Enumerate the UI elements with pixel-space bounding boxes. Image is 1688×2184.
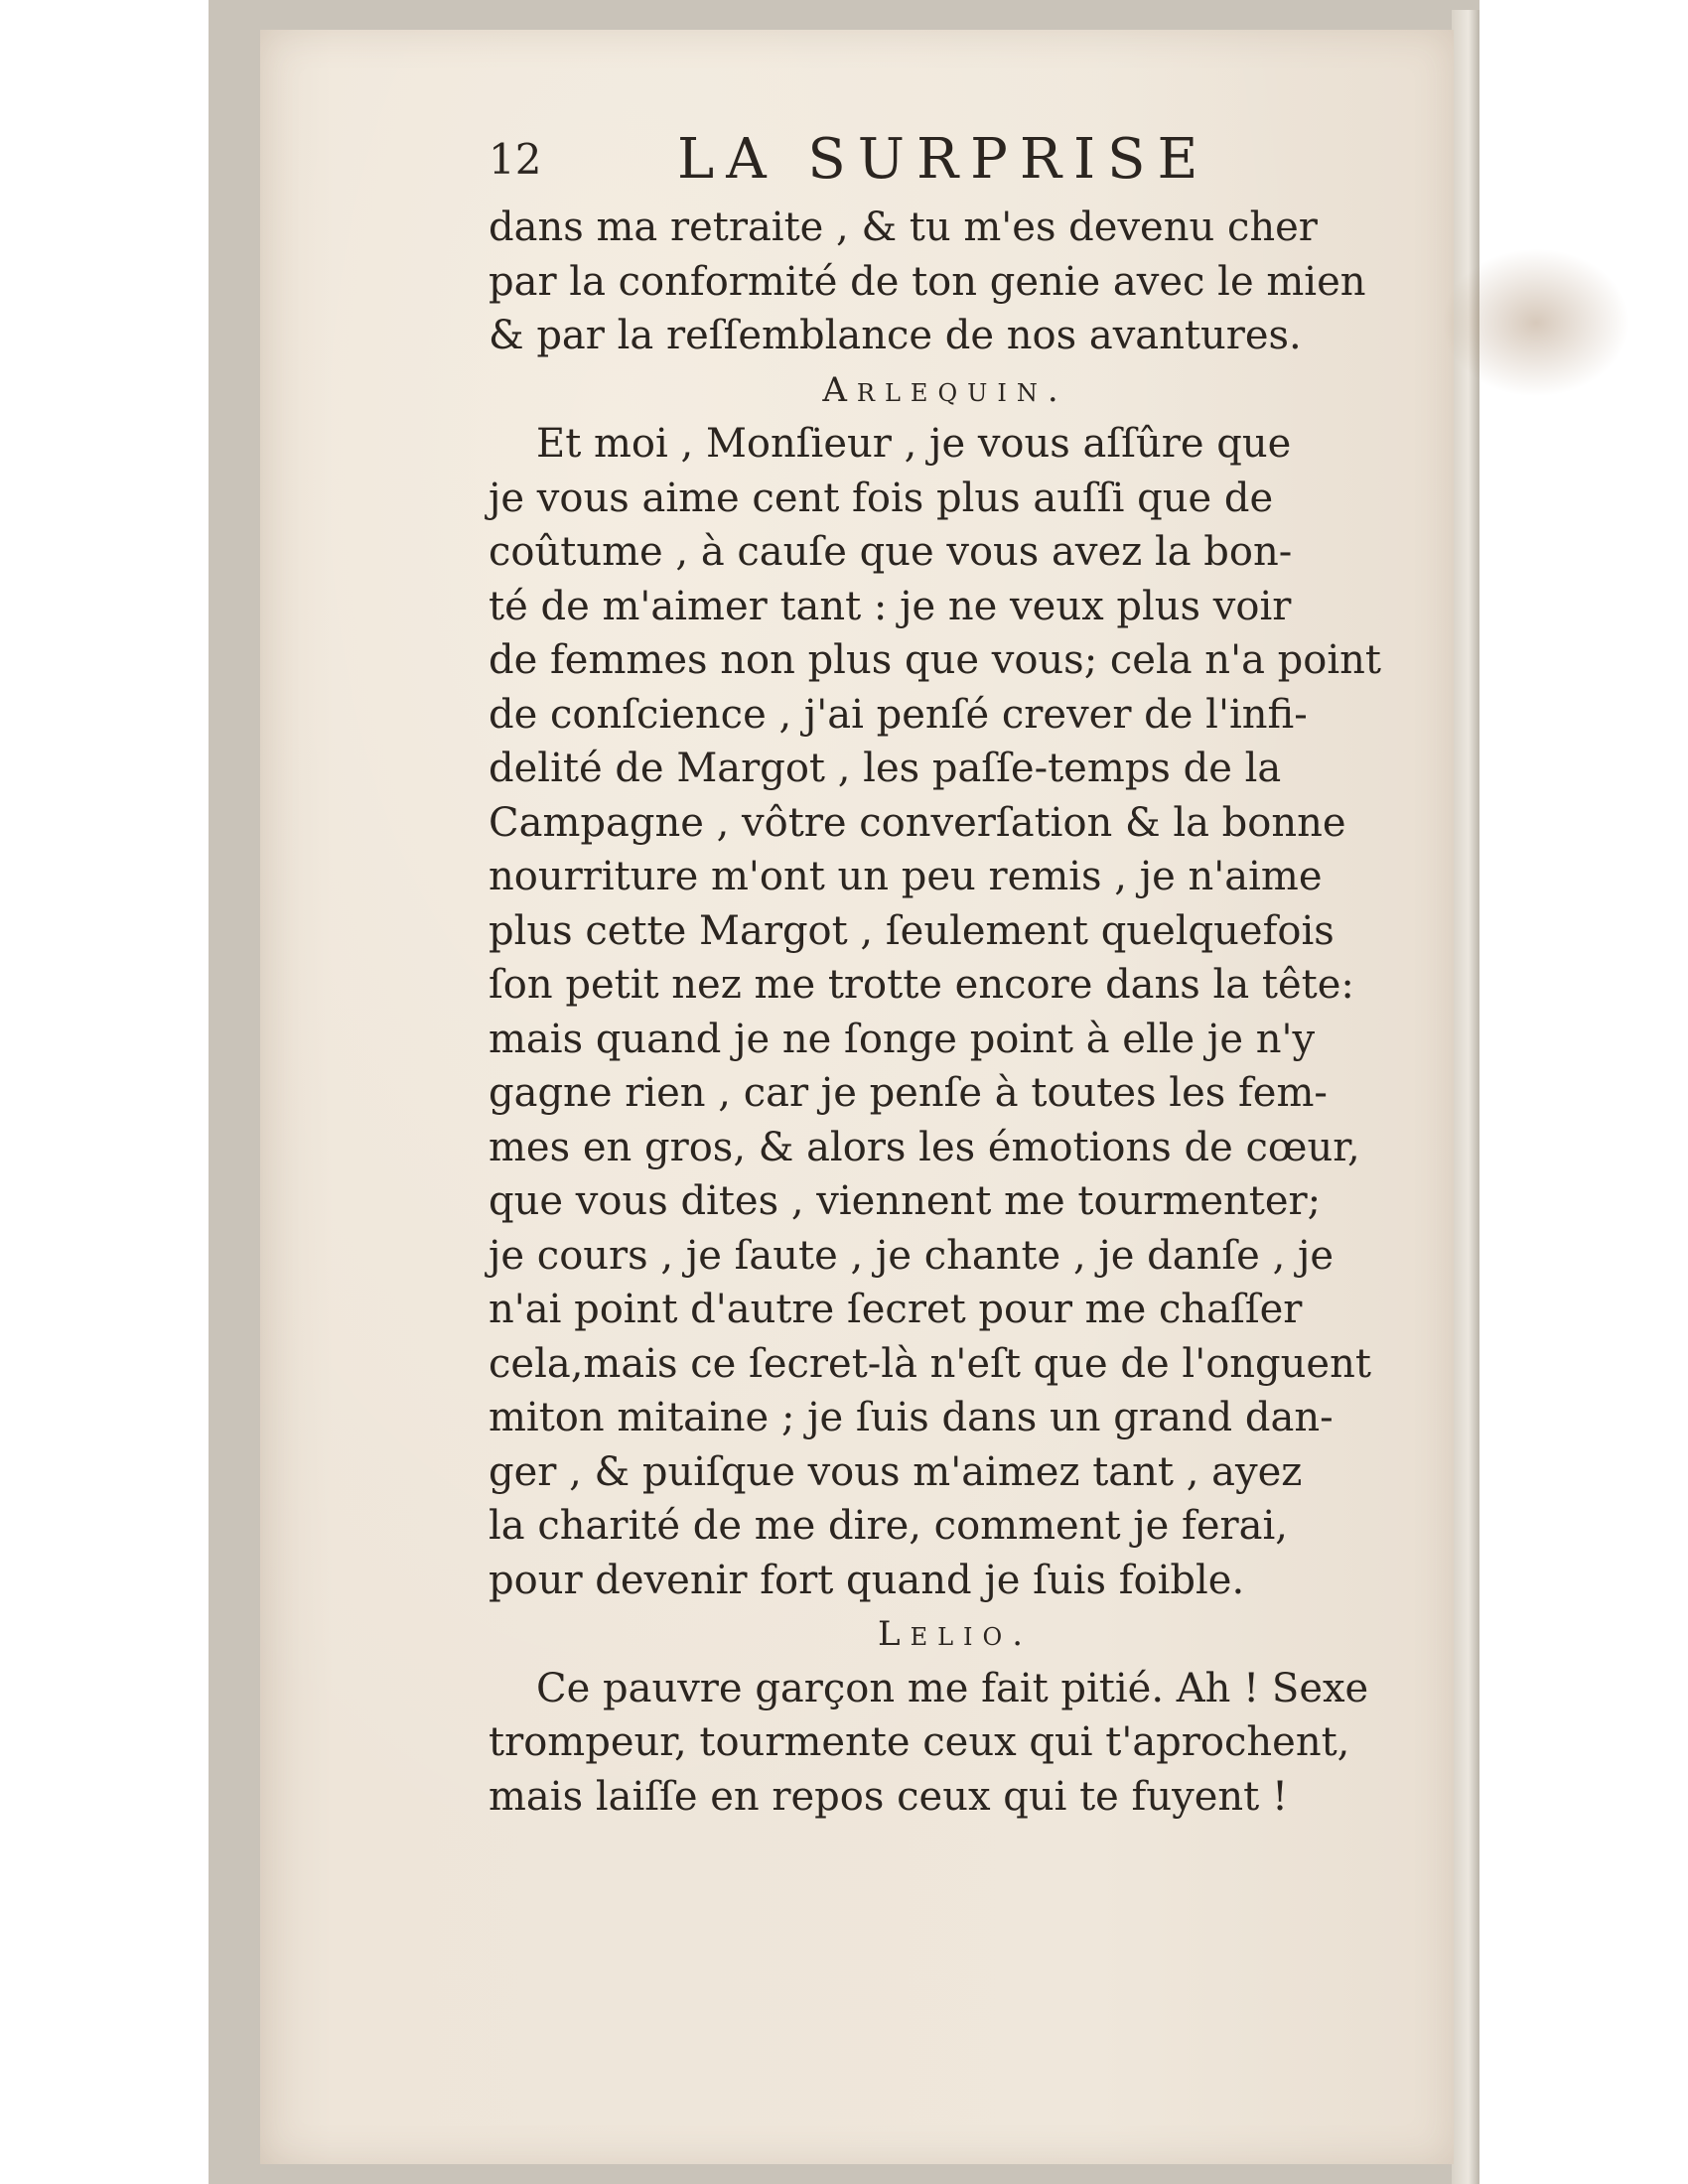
text-line: que vous dites , viennent me tourmenter;	[489, 1178, 1322, 1224]
text-line: de conſcience , j'ai penſé crever de l'infi-	[489, 691, 1308, 738]
text-line: n'ai point d'autre ſecret pour me chaſſer	[489, 1287, 1303, 1332]
text-line: dans ma retraite , & tu m'es devenu cher	[489, 205, 1318, 250]
text-line: ger , & puiſque vous m'aimez tant , ayez	[489, 1448, 1303, 1495]
text-line: miton mitaine ; je ſuis dans un grand dan-	[489, 1395, 1334, 1440]
text-line: Ce pauvre garçon me fait pitié. Ah ! Sexe	[536, 1665, 1369, 1711]
running-title: LA SURPRISE	[677, 127, 1210, 192]
text-line: par la conformité de ton genie avec le mien	[489, 258, 1366, 305]
text-line: je vous aime cent fois plus auſſi que de	[489, 475, 1274, 521]
text-line: gagne rien , car je penſe à toutes les fem-	[489, 1070, 1328, 1116]
text-line: & par la reſſemblance de nos avantures.	[489, 313, 1302, 358]
text-line: ſon petit nez me trotte encore dans la tête:	[489, 962, 1354, 1008]
text-line: mais quand je ne ſonge point à elle je n'y	[489, 1016, 1316, 1062]
page-text	[489, 127, 1402, 1824]
text-line: cela,mais ce ſecret-là n'eſt que de l'onguent	[489, 1340, 1371, 1387]
speaker-lelio: Lelio.	[878, 1614, 1033, 1654]
page-number: 12	[489, 135, 542, 184]
text-line: trompeur, tourmente ceux qui t'aprochent,	[489, 1719, 1350, 1765]
text-line: je cours , je ſaute , je chante , je danſe , je	[489, 1232, 1335, 1279]
text-line: mes en gros, & alors les émotions de cœur,	[489, 1124, 1360, 1170]
text-line: coûtume , à cauſe que vous avez la bon-	[489, 529, 1293, 575]
text-line: Et moi , Monſieur , je vous aſſûre que	[536, 421, 1292, 467]
text-line: plus cette Margot , ſeulement quelquefois	[489, 907, 1335, 954]
text-line: té de m'aimer tant : je ne veux plus voir	[489, 583, 1292, 629]
text-line: la charité de me dire, comment je ferai,	[489, 1503, 1288, 1549]
running-head	[489, 127, 1402, 197]
text-line: Campagne , vôtre converſation & la bonne	[489, 799, 1346, 846]
page-stain	[1442, 248, 1630, 397]
text-line: de femmes non plus que vous; cela n'a point	[489, 637, 1381, 683]
text-line: nourriture m'ont un peu remis , je n'aime	[489, 854, 1323, 899]
speaker-arlequin: Arlequin.	[822, 369, 1068, 410]
text-line: pour devenir fort quand je ſuis foible.	[489, 1557, 1245, 1603]
text-line: mais laiſſe en repos ceux qui te fuyent !	[489, 1773, 1289, 1820]
text-line: delité de Margot , les paſſe-temps de la	[489, 746, 1282, 791]
